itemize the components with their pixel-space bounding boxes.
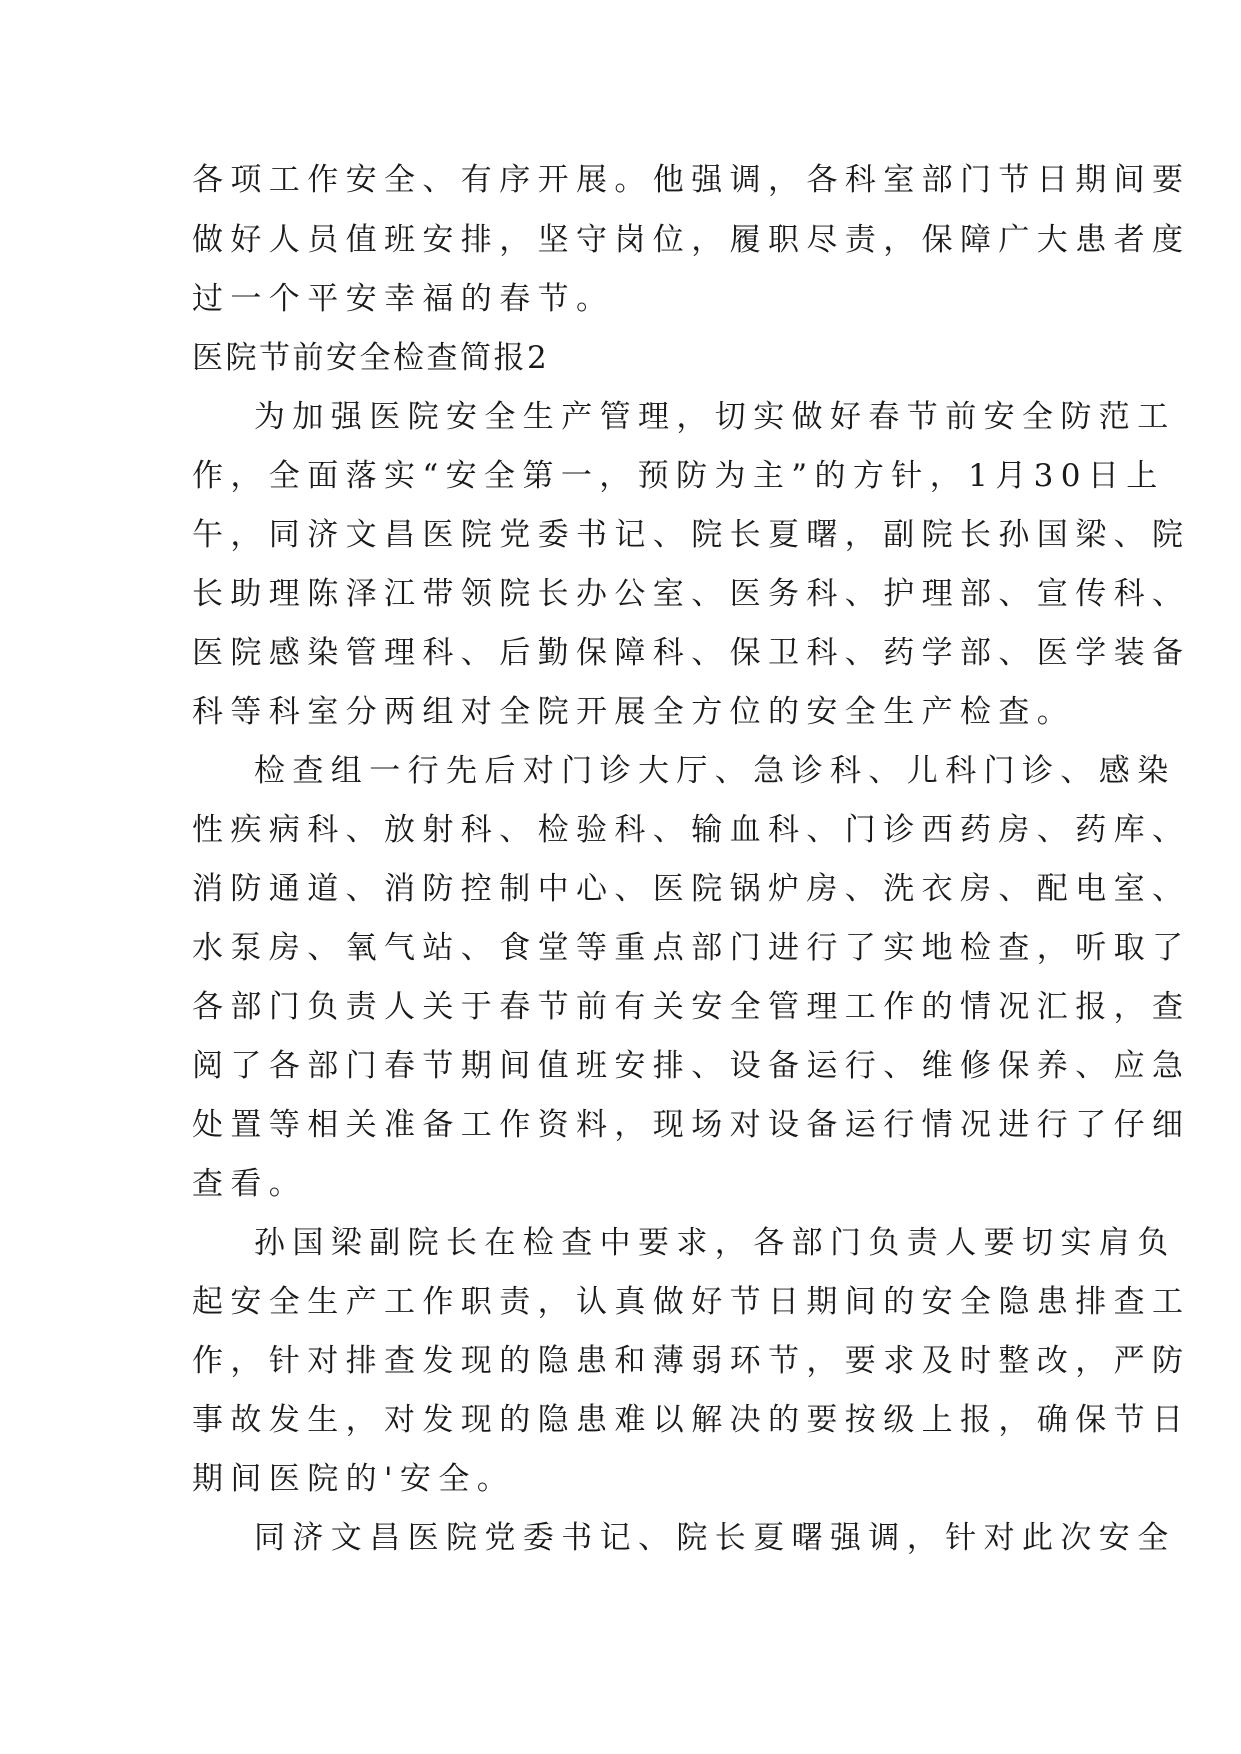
intro-line: 各项工作安全、有序开展。他强调，各科室部门节日期间要	[192, 162, 1191, 198]
intro-line: 过一个平安幸福的春节。	[192, 281, 615, 317]
paragraph-line: 同济文昌医院党委书记、院长夏曙强调，针对此次安全	[254, 1520, 1176, 1556]
paragraph-line: 午，同济文昌医院党委书记、院长夏曙，副院长孙国梁、院	[192, 517, 1191, 553]
paragraph-line: 医院感染管理科、后勤保障科、保卫科、药学部、医学装备	[192, 635, 1191, 671]
paragraph-line: 期间医院的'安全。	[192, 1461, 516, 1497]
paragraph-line: 消防通道、消防控制中心、医院锅炉房、洗衣房、配电室、	[192, 871, 1191, 907]
paragraph-line: 处置等相关准备工作资料，现场对设备运行情况进行了仔细	[192, 1107, 1191, 1143]
paragraph-line: 检查组一行先后对门诊大厅、急诊科、儿科门诊、感染	[254, 753, 1176, 789]
paragraph-line: 事故发生，对发现的隐患难以解决的要按级上报，确保节日	[192, 1402, 1191, 1438]
paragraph-line: 性疾病科、放射科、检验科、输血科、门诊西药房、药库、	[192, 812, 1191, 848]
section-title: 医院节前安全检查简报2	[192, 340, 550, 376]
paragraph-line: 起安全生产工作职责，认真做好节日期间的安全隐患排查工	[192, 1284, 1191, 1320]
paragraph-line: 作，针对排查发现的隐患和薄弱环节，要求及时整改，严防	[192, 1343, 1191, 1379]
paragraph-line: 长助理陈泽江带领院长办公室、医务科、护理部、宣传科、	[192, 576, 1191, 612]
paragraph-line: 各部门负责人关于春节前有关安全管理工作的情况汇报，查	[192, 989, 1191, 1025]
paragraph-line: 孙国梁副院长在检查中要求，各部门负责人要切实肩负	[254, 1225, 1176, 1261]
paragraph-line: 查看。	[192, 1166, 308, 1202]
intro-line: 做好人员值班安排，坚守岗位，履职尽责，保障广大患者度	[192, 222, 1191, 258]
paragraph-line: 作，全面落实“安全第一，预防为主”的方针，1月30日上	[192, 458, 1165, 494]
paragraph-line: 水泵房、氧气站、食堂等重点部门进行了实地检查，听取了	[192, 930, 1191, 966]
paragraph-line: 科等科室分两组对全院开展全方位的安全生产检查。	[192, 694, 1076, 730]
paragraph-line: 为加强医院安全生产管理，切实做好春节前安全防范工	[254, 399, 1176, 435]
paragraph-line: 阅了各部门春节期间值班安排、设备运行、维修保养、应急	[192, 1048, 1191, 1084]
